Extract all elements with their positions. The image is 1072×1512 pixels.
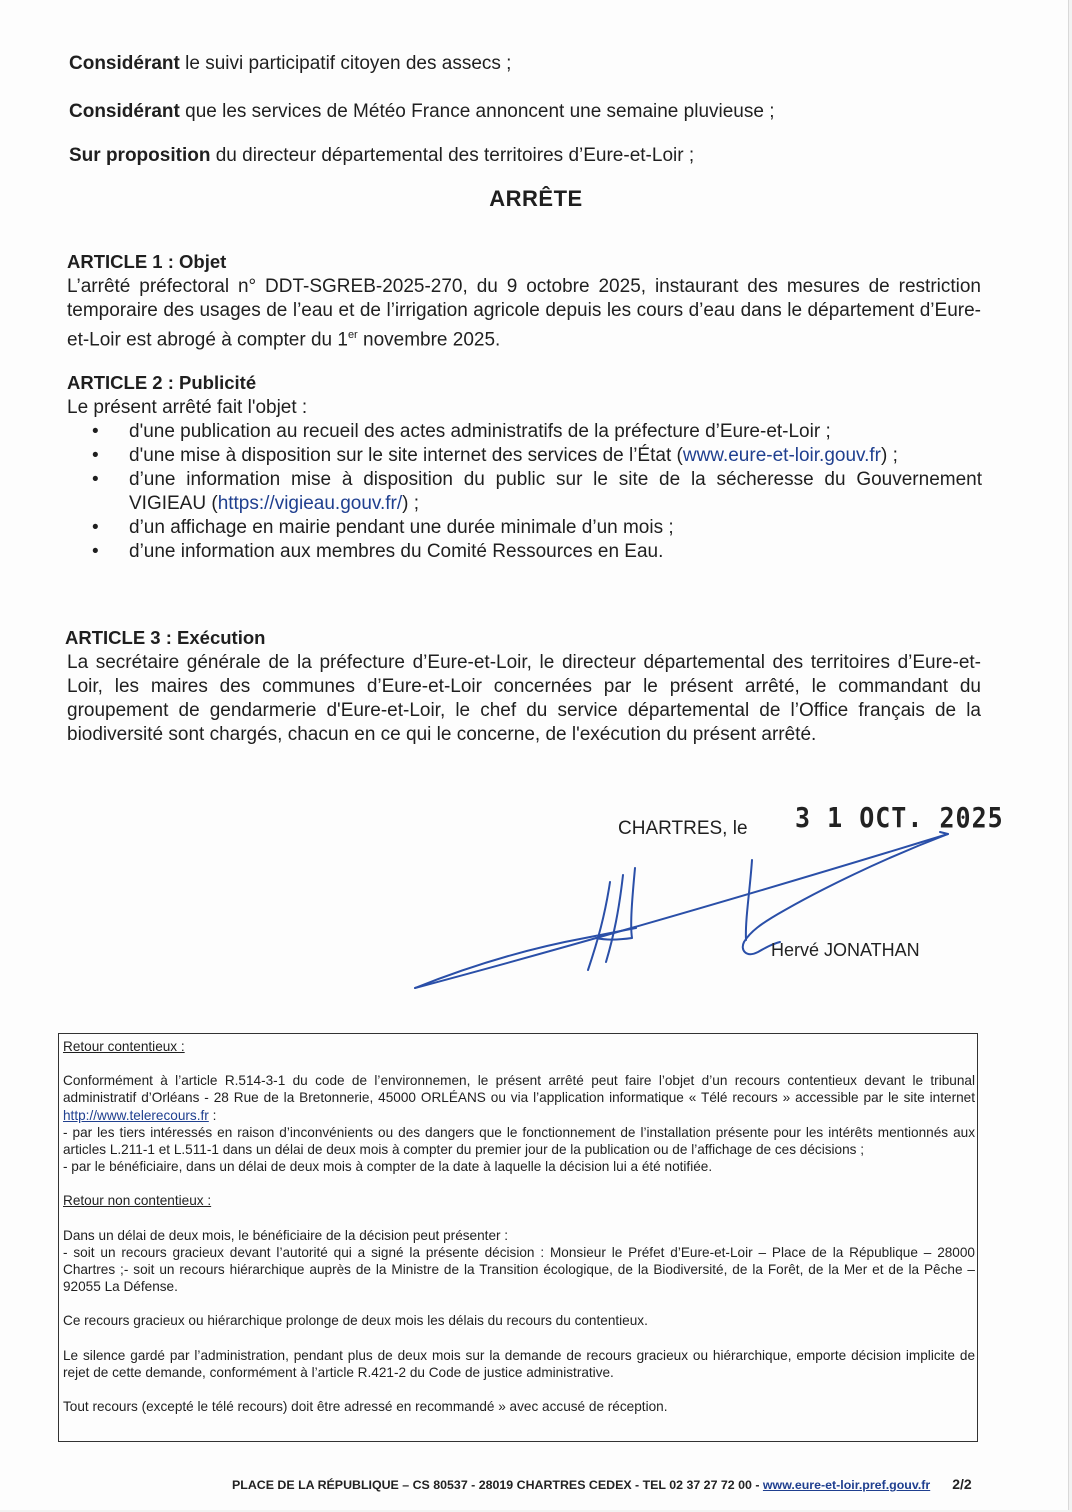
article-3-body: La secrétaire générale de la préfecture d’Eure-et-Loir, le directeur départemental des territoires d’Eure-et-Loir, les maires des communes d’Eure-et-Loir concernées par le présent arrêté, le commandant du groupement de gendarmerie d'Eure-et-Loir, le chef du service départemental de l’Office français de la biodiversité sont chargés, chacun en ce qui le concerne, de l'exécution du présent arrêté. bbox=[67, 652, 981, 745]
recours-box bbox=[58, 1033, 978, 1442]
signature-graphic bbox=[400, 820, 960, 1000]
article-3-heading: ARTICLE 3 : Exécution bbox=[65, 627, 266, 648]
list-item: • d'une publication au recueil des actes administratifs de la préfecture d’Eure-et-Loir ; bbox=[92, 421, 831, 442]
page-number: 2/2 bbox=[952, 1476, 972, 1492]
date-stamp: 3 1 OCT. 2025 bbox=[795, 801, 1004, 834]
list-item: • d'une mise à disposition sur le site internet des services de l’État (www.eure-et-loir.gouv.fr) ; bbox=[92, 445, 898, 466]
article-1-heading: ARTICLE 1 : Objet bbox=[67, 251, 227, 272]
decision-title: ARRÊTE bbox=[489, 186, 583, 211]
contentieux-title: Retour contentieux : bbox=[63, 1039, 185, 1054]
list-item: • d’une information aux membres du Comité Ressources en Eau. bbox=[92, 541, 664, 562]
nc-p3: Ce recours gracieux ou hiérarchique prolonge de deux mois les délais du recours du contentieux. bbox=[63, 1313, 648, 1329]
list-item: • d’un affichage en mairie pendant une durée minimale d’un mois ; bbox=[92, 517, 674, 538]
signature-place: CHARTRES, le bbox=[618, 818, 748, 839]
page-footer: PLACE DE LA RÉPUBLIQUE – CS 80537 - 28019 CHARTRES CEDEX - TEL 02 37 27 72 00 - www.eure-et-loir.pref.gouv.fr 2/2 bbox=[232, 1476, 972, 1492]
telerecours-link[interactable]: http://www.telerecours.fr bbox=[63, 1107, 209, 1123]
article-2-intro: Le présent arrêté fait l'objet : bbox=[67, 397, 308, 418]
contentieux-p3: - par le bénéficiaire, dans un délai de deux mois à compter de la date à laquelle la décision lui a été notifiée. bbox=[63, 1159, 713, 1175]
signer-name: Hervé JONATHAN bbox=[771, 940, 920, 960]
nc-p1: Dans un délai de deux mois, le bénéficiaire de la décision peut présenter : bbox=[63, 1227, 509, 1243]
non-contentieux-title: Retour non contentieux : bbox=[63, 1193, 212, 1209]
article-2-heading: ARTICLE 2 : Publicité bbox=[67, 372, 257, 393]
contentieux-p2: - par les tiers intéressés en raison d’inconvénients ou des dangers que le fonctionnement de l’installation présente pour les intérêts mentionnés aux articles L.211-1 et L.511-1 dans un délai de deux mois à compter du premier jour de la publication ou de l’affichage de ces décisions ; bbox=[63, 1124, 975, 1158]
vigieau-link[interactable]: https://vigieau.gouv.fr/ bbox=[217, 493, 403, 514]
considerant-1: Considérant le suivi participatif citoyen des assecs ; bbox=[69, 53, 512, 74]
publicity-list bbox=[92, 420, 982, 564]
signature-strokes bbox=[415, 832, 948, 988]
proposition: Sur proposition du directeur départemental des territoires d’Eure-et-Loir ; bbox=[69, 145, 695, 166]
nc-p4: Le silence gardé par l’administration, pendant plus de deux mois sur la demande de recours gracieux ou hiérarchique, emporte décision implicite de rejet de cette demande, conformément à l’article R.421-2 du Code de justice administrative. bbox=[63, 1347, 975, 1380]
article-1-body: L’arrêté préfectoral n° DDT-SGREB-2025-270, du 9 octobre 2025, instaurant des mesures de restriction temporaire des usages de l’eau et de l’irrigation agricole depuis les cours d’eau dans le département d’Eure-et-Loir est abrogé à compter du 1er novembre 2025. bbox=[67, 276, 981, 351]
contentieux-p1: Conformément à l’article R.514-3-1 du code de l’environnemen, le présent arrêté peut faire l’objet d’un recours contentieux devant le tribunal administratif d’Orléans - 28 Rue de la Bretonnerie, 45000 ORLÉANS ou via l’application informatique « Télé recours » accessible par le site internet http://www.telerecours.fr : bbox=[63, 1073, 975, 1123]
nc-p5: Tout recours (excepté le télé recours) doit être adressé en recommandé » avec accusé de réception. bbox=[63, 1399, 668, 1415]
considerant-2: Considérant que les services de Météo France annoncent une semaine pluvieuse ; bbox=[69, 101, 775, 122]
etat-website-link[interactable]: www.eure-et-loir.gouv.fr bbox=[682, 445, 882, 466]
list-item: • d’une information mise à disposition du public sur le site de la sécheresse du Gouvernement VIGIEAU (https://vigieau.gouv.fr/) ; bbox=[92, 469, 982, 514]
nc-p2: - soit un recours gracieux devant l’autorité qui a signé la présente décision : Monsieur le Préfet d’Eure-et-Loir – Place de la République – 28000 Chartres ;- soit un recours hiérarchique auprès de la Ministre de la Transition écologique, de la Biodiversité, de la Forêt, de la Mer et de la Pêche – 92055 La Défense. bbox=[63, 1244, 975, 1295]
prefecture-website-link[interactable]: www.eure-et-loir.pref.gouv.fr bbox=[762, 1478, 931, 1492]
